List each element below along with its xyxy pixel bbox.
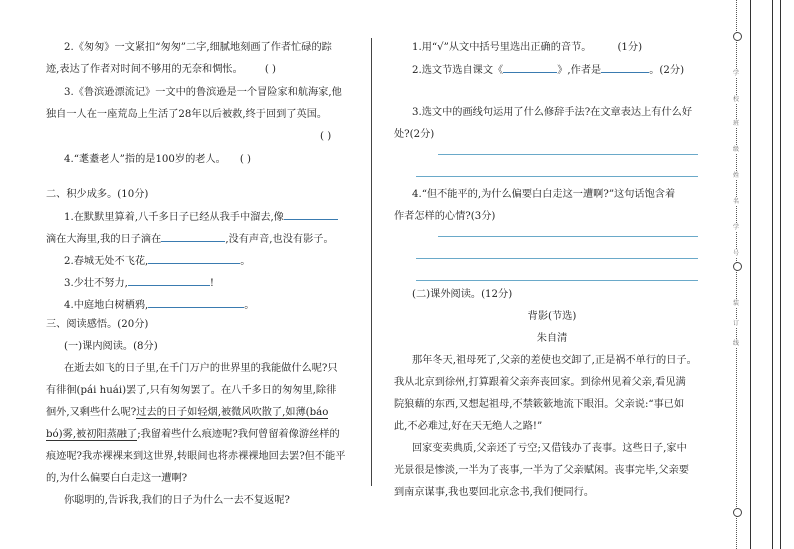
article-line-4: 此,不必难过,好在天无绝人之路!” bbox=[394, 421, 543, 432]
r-q4-answer-line-1[interactable] bbox=[438, 236, 698, 237]
r-q3-line2: 处?(2分) bbox=[394, 129, 435, 140]
q4-answer-paren[interactable]: ( ) bbox=[239, 154, 252, 165]
r-q1-score: (1分) bbox=[617, 42, 643, 53]
binding-line-1 bbox=[750, 0, 751, 549]
s2-q2-end: 。 bbox=[240, 256, 251, 267]
q2-answer-paren[interactable]: ( ) bbox=[264, 64, 276, 75]
binding-hole-icon bbox=[733, 508, 742, 517]
underlined-sentence-part1: 过去的日子如轻烟,被微风吹散了,如薄(báo bbox=[136, 407, 329, 418]
r-q1-text: 1.用“√”从文中括号里选出正确的音节。 bbox=[412, 42, 592, 53]
s2-q1-text2: 滴在大海里,我的日子滴在 bbox=[46, 234, 162, 245]
s2-q3 bbox=[64, 272, 214, 294]
binding-margin bbox=[728, 0, 794, 549]
article-author: 朱自清 bbox=[536, 333, 568, 344]
r-q3-answer-line-2[interactable] bbox=[416, 176, 698, 177]
passage-4-text: ;我留着些什么痕迹呢?我何曾留着像游丝样的 bbox=[137, 429, 340, 440]
q3-answer-paren[interactable]: ( ) bbox=[320, 131, 332, 142]
s2-q1-blank2[interactable] bbox=[161, 228, 225, 242]
q2-line2 bbox=[46, 59, 276, 80]
s2-q1-line1 bbox=[64, 206, 338, 228]
s2-q1-text3: ,没有声音,也没有影子。 bbox=[225, 234, 334, 245]
article-line-1: 那年冬天,祖母死了,父亲的差使也交卸了,正是祸不单行的日子。 bbox=[412, 355, 697, 366]
r-q4-answer-line-3[interactable] bbox=[416, 280, 698, 281]
r-q2 bbox=[412, 59, 684, 81]
s2-q2 bbox=[64, 250, 250, 272]
binding-label: 校 bbox=[732, 96, 739, 103]
article-line-3: 院狼藉的东西,又想起祖母,不禁簌簌地流下眼泪。父亲说:“事已如 bbox=[394, 399, 685, 410]
s2-q3-blank[interactable] bbox=[128, 272, 210, 286]
r-q3-line1: 3.选文中的画线句运用了什么修辞手法?在文章表达上有什么好 bbox=[412, 107, 693, 118]
binding-label: 线 bbox=[732, 340, 739, 347]
r-q2-text: 2.选文节选自课文《 bbox=[412, 65, 504, 76]
section-3-title: 三、阅读感悟。(20分) bbox=[46, 319, 149, 330]
s2-q4-text: 4.中庭地白树栖鸦, bbox=[64, 300, 149, 311]
binding-label: 姓 bbox=[732, 172, 739, 179]
section-2-title: 二、积少成多。(10分) bbox=[46, 189, 149, 200]
passage-line-2: 有徘徊(pái huái)罢了,只有匆匆罢了。在八千多日的匆匆里,除徘 bbox=[46, 385, 337, 396]
s2-q4-end: 。 bbox=[244, 300, 255, 311]
passage-line-4 bbox=[46, 424, 340, 445]
binding-label: 学 bbox=[732, 70, 739, 77]
q3-line2: 独自一人在一座荒岛上生活了28年以后被救,终于回到了英国。 bbox=[46, 109, 328, 120]
r-q4-answer-line-2[interactable] bbox=[416, 258, 698, 259]
article-title: 背影(节选) bbox=[527, 311, 577, 322]
binding-label: 学 bbox=[732, 224, 739, 231]
q2-line1: 2.《匆匆》一文紧扣“匆匆”二字,细腻地刻画了作者忙碌的踪 bbox=[64, 42, 332, 53]
binding-line-2 bbox=[772, 0, 773, 549]
r-q4-line2: 作者怎样的心情?(3分) bbox=[394, 211, 496, 222]
subsection-2-title: (二)课外阅读。(12分) bbox=[412, 289, 513, 300]
q4-line bbox=[64, 149, 251, 170]
subsection-1-title: (一)课内阅读。(8分) bbox=[64, 341, 158, 352]
binding-hole-icon bbox=[733, 262, 742, 271]
underlined-sentence-part2: bó)雾,被初阳蒸融了 bbox=[46, 429, 138, 440]
binding-dotted-line bbox=[736, 0, 737, 549]
passage-line-1: 在逝去如飞的日子里,在千门万户的世界里的我能做什么呢?只 bbox=[64, 363, 338, 374]
q4-text: 4.“耄耋老人”指的是100岁的老人。 bbox=[64, 154, 226, 165]
s2-q3-end: ! bbox=[209, 278, 215, 289]
binding-label: 订 bbox=[732, 320, 739, 327]
binding-hole-icon bbox=[733, 32, 742, 41]
article-line-7: 到南京谋事,我也要回北京念书,我们便同行。 bbox=[394, 487, 595, 498]
passage-line-5: 痕迹呢?我赤裸裸来到这世界,转眼间也将赤裸裸地回去罢?但不能平 bbox=[46, 451, 346, 462]
binding-label: 名 bbox=[732, 198, 739, 205]
r-q2-text2: 》,作者是 bbox=[557, 65, 602, 76]
s2-q1-line2 bbox=[46, 228, 334, 250]
binding-line-3 bbox=[780, 0, 781, 549]
s2-q3-text: 3.少壮不努力, bbox=[64, 278, 128, 289]
q2-line2-text: 迹,表达了作者对时间不够用的无奈和惆怅。 bbox=[46, 64, 243, 75]
s2-q1-text: 1.在默默里算着,八千多日子已经从我手中溜去,像 bbox=[64, 212, 284, 223]
s2-q1-blank1[interactable] bbox=[284, 206, 338, 220]
s2-q4-blank[interactable] bbox=[148, 294, 244, 308]
r-q1 bbox=[412, 37, 642, 58]
column-divider bbox=[371, 38, 372, 486]
binding-label: 装 bbox=[732, 300, 739, 307]
r-q2-score: 。(2分) bbox=[649, 65, 685, 76]
binding-label: 号 bbox=[732, 250, 739, 257]
r-q4-line1: 4.“但不能平的,为什么偏要白白走这一遭啊?”这句话饱含着 bbox=[412, 189, 676, 200]
q3-line1: 3.《鲁滨逊漂流记》一文中的鲁滨逊是一个冒险家和航海家,他 bbox=[64, 87, 342, 98]
article-line-2: 我从北京到徐州,打算跟着父亲奔丧回家。到徐州见着父亲,看见满 bbox=[394, 377, 686, 388]
r-q2-blank-author[interactable] bbox=[601, 59, 649, 73]
passage-3-text: 徊外,又剩些什么呢? bbox=[46, 407, 137, 418]
article-line-5: 回家变卖典质,父亲还了亏空;又借钱办了丧事。这些日子,家中 bbox=[412, 443, 687, 454]
r-q3-answer-line-1[interactable] bbox=[438, 154, 698, 155]
passage-line-3 bbox=[46, 402, 328, 423]
binding-label: 班 bbox=[732, 120, 739, 127]
passage-question: 你聪明的,告诉我,我们的日子为什么一去不复返呢? bbox=[64, 495, 290, 506]
r-q2-blank-title[interactable] bbox=[503, 59, 557, 73]
s2-q4 bbox=[64, 294, 254, 316]
s2-q2-text: 2.春城无处不飞花, bbox=[64, 256, 149, 267]
binding-label: 级 bbox=[732, 146, 739, 153]
passage-line-6: 的,为什么偏要白白走这一遭啊? bbox=[46, 473, 188, 484]
s2-q2-blank[interactable] bbox=[148, 250, 240, 264]
article-line-6: 光景很是惨淡,一半为了丧事,一半为了父亲赋闲。丧事完毕,父亲要 bbox=[394, 465, 689, 476]
